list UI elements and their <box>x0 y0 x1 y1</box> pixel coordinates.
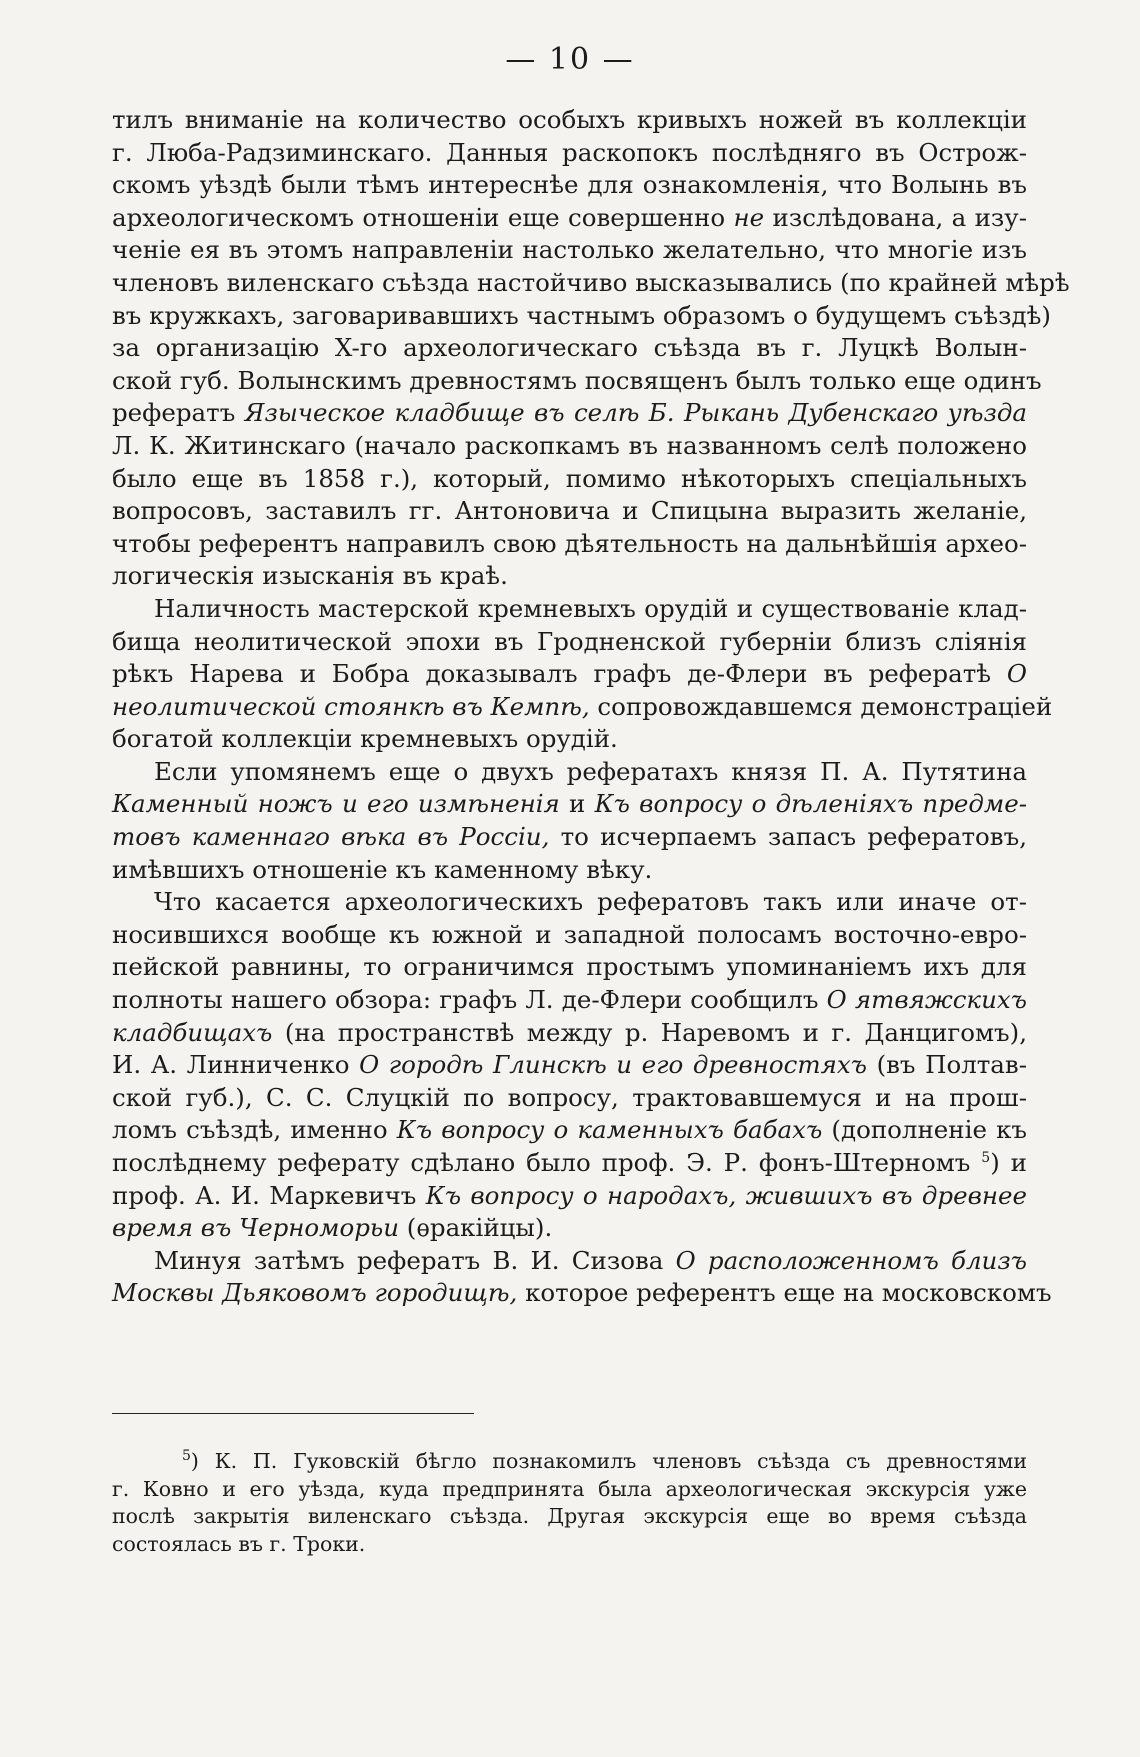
footnote-reference: 5 <box>981 1149 991 1166</box>
text-line <box>112 202 1027 235</box>
text-span: то исчерпаемъ запасъ рефератовъ, <box>549 822 1027 852</box>
text-span: которое референтъ еще на московскомъ <box>517 1278 1052 1308</box>
text-line: имѣвшихъ отношеніе къ каменному вѣку. <box>112 854 653 884</box>
italic-span: неолитической стоянкѣ въ Кемпѣ, <box>112 691 590 721</box>
footnote-line: послѣ закрытія виленскаго съѣзда. Другая экскурсія еще во время съѣзда <box>112 1504 1027 1529</box>
paragraph-first-line <box>112 1245 1027 1278</box>
footnote-mark: 5 <box>182 1448 191 1465</box>
text-line <box>112 658 1027 691</box>
text-line: за организацію X-го археологическаго съѣзда въ г. Луцкѣ Волын- <box>112 333 1027 363</box>
text-line <box>112 1147 1027 1180</box>
text-line: ской губ.), С. С. Слуцкій по вопросу, трактовавшемуся и на прош- <box>112 1082 1027 1112</box>
text-span: (на пространствѣ между р. Наревомъ и г. Данцигомъ), <box>272 1017 1027 1047</box>
body-text <box>112 104 1070 1310</box>
paragraph-first-line: Если упомянемъ еще о двухъ рефератахъ князя П. А. Путятина <box>154 756 1027 786</box>
italic-span: не <box>733 202 765 232</box>
italic-span: Языческое кладбище въ селѣ Б. Рыкань Дубенскаго уѣзда <box>244 398 1027 428</box>
italic-span: О расположенномъ близъ <box>675 1245 1028 1275</box>
italic-span: товъ каменнаго вѣка въ Россіи, <box>112 822 550 852</box>
text-span: проф. А. И. Маркевичъ <box>112 1180 426 1210</box>
text-line: логическія изысканія въ краѣ. <box>112 561 508 591</box>
italic-span: О городѣ Глинскѣ и его древностяхъ <box>359 1050 867 1080</box>
text-span: полноты нашего обзора: графъ Л. де-Флери сообщилъ <box>112 985 827 1015</box>
text-line: г. Люба-Радзиминскаго. Данныя раскопокъ послѣдняго въ Острож- <box>112 137 1027 167</box>
text-line: ченіе ея въ этомъ направленіи настолько желательно, что многіе изъ <box>112 235 1027 265</box>
text-span: рефератъ <box>112 398 245 428</box>
text-span: Минуя затѣмъ рефератъ В. И. Сизова <box>154 1245 676 1275</box>
text-span: и <box>559 789 595 819</box>
text-line <box>112 1277 1052 1310</box>
text-line: бища неолитической эпохи въ Гродненской губерніи близъ сліянія <box>112 626 1027 656</box>
text-span: рѣкъ Нарева и Бобра доказывалъ графъ де-Флери въ рефератѣ <box>112 659 1007 689</box>
text-span: (дополненіе къ <box>822 1115 1028 1145</box>
italic-span: О <box>1006 659 1027 689</box>
text-line: въ кружкахъ, заговаривавшихъ частнымъ образомъ о будущемъ съѣздѣ) <box>112 300 1051 330</box>
text-line: Л. К. Житинскаго (начало раскопкамъ въ названномъ селѣ положено <box>112 430 1027 460</box>
text-line <box>112 1049 1027 1082</box>
footnote-divider <box>112 1413 474 1414</box>
text-line: вопросовъ, заставилъ гг. Антоновича и Спицына выразить желаніе, <box>112 496 1027 526</box>
text-line: членовъ виленскаго съѣзда настойчиво высказывались (по крайней мѣрѣ <box>112 267 1070 297</box>
italic-span: время въ Черноморьи <box>112 1213 400 1243</box>
text-line: ской губ. Волынскимъ древностямъ посвященъ былъ только еще одинъ <box>112 365 1042 395</box>
text-line <box>112 821 1027 854</box>
text-line: скомъ уѣздѣ были тѣмъ интереснѣе для ознакомленія, что Волынь въ <box>112 170 1027 200</box>
footnote-line: г. Ковно и его уѣзда, куда предпринята была археологическая экскурсія уже <box>112 1476 1027 1501</box>
paragraph-first-line: Что касается археологическихъ рефератовъ такъ или иначе от- <box>154 887 1027 917</box>
italic-span: О ятвяжскихъ <box>826 985 1027 1015</box>
text-span: (въ Полтав- <box>867 1050 1027 1080</box>
text-line <box>112 1212 1027 1245</box>
text-line: чтобы референтъ направилъ свою дѣятельность на дальнѣйшія архео- <box>112 528 1027 558</box>
text-span: археологическомъ отношеніи еще совершенно <box>112 202 734 232</box>
text-span: изслѣдована, а изу- <box>764 202 1027 232</box>
footnote-line: состоялась въ г. Троки. <box>112 1531 366 1556</box>
page-number: — 10 — <box>505 42 635 77</box>
text-line: пейской равнины, то ограничимся простымъ упоминаніемъ ихъ для <box>112 952 1027 982</box>
footnote-line <box>112 1448 1027 1476</box>
italic-span: Къ вопросу о народахъ, жившихъ въ древнее <box>425 1180 1027 1210</box>
text-line <box>112 788 1027 821</box>
text-line: богатой коллекціи кремневыхъ орудій. <box>112 724 618 754</box>
text-span: ) и <box>990 1148 1027 1177</box>
text-line <box>112 1114 1027 1147</box>
text-line: носившихся вообще къ южной и западной полосамъ восточно-евро- <box>112 919 1027 949</box>
text-span: И. А. Линниченко <box>112 1050 360 1080</box>
italic-span: кладбищахъ <box>112 1017 273 1047</box>
text-line <box>112 1017 1027 1050</box>
text-span: ломъ съѣздѣ, именно <box>112 1115 397 1145</box>
footnote <box>112 1448 1027 1558</box>
text-line: тилъ вниманіе на количество особыхъ кривыхъ ножей въ коллекціи <box>112 105 1027 134</box>
text-line <box>112 691 1053 724</box>
text-line <box>112 984 1027 1017</box>
text-span: ) К. П. Гуковскій бѣгло познакомилъ членовъ съѣзда съ древностями <box>190 1449 1027 1473</box>
text-line <box>112 397 1027 430</box>
italic-span: Къ вопросу о каменныхъ бабахъ <box>396 1115 823 1145</box>
text-line <box>112 1180 1027 1213</box>
italic-span: Каменный ножъ и его измѣненія <box>112 789 560 819</box>
paragraph-first-line: Наличность мастерской кремневыхъ орудій и существованіе клад- <box>154 593 1027 623</box>
italic-span: Москвы Дьяковомъ городищѣ, <box>112 1278 518 1308</box>
text-span: (ѳракійцы). <box>399 1213 553 1243</box>
text-span: сопровождавшемся демонстраціей <box>589 691 1053 721</box>
text-span: послѣднему реферату сдѣлано было проф. Э. Р. фонъ-Штерномъ <box>112 1148 982 1177</box>
text-line: было еще въ 1858 г.), который, помимо нѣкоторыхъ спеціальныхъ <box>112 463 1027 493</box>
italic-span: Къ вопросу о дѣленіяхъ предме- <box>594 789 1028 819</box>
